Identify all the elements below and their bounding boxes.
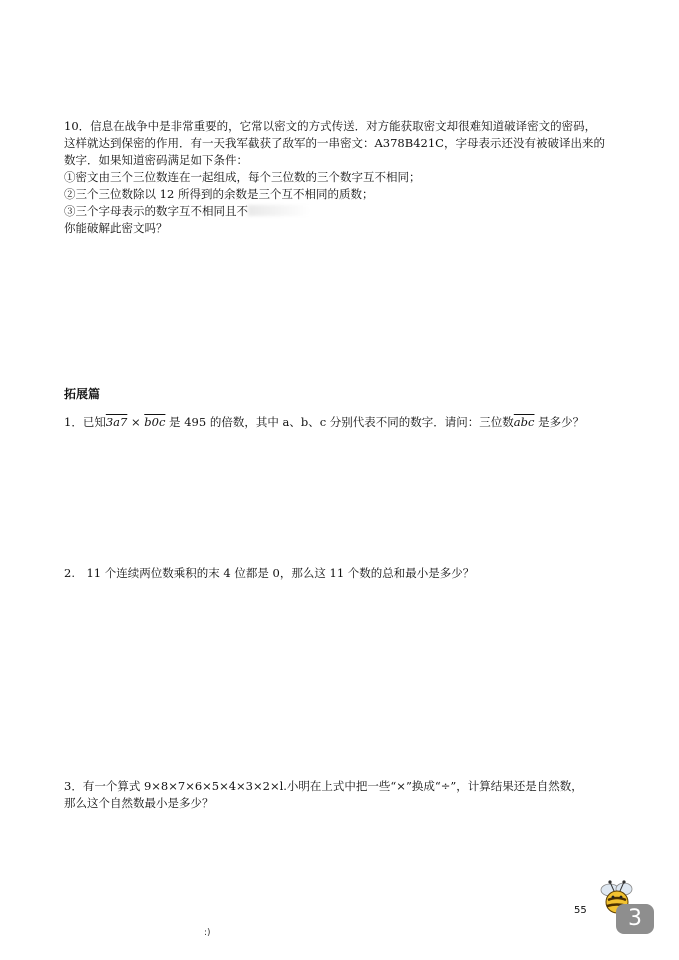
times-sign: × <box>127 415 145 429</box>
problem-10 <box>64 118 624 237</box>
problem-3-line-2: 那么这个自然数最小是多少？ <box>64 796 214 810</box>
problem-10-line-1: 10．信息在战争中是非常重要的，它常以密文的方式传送．对方能获取密文却很难知道破译密文的密码， <box>64 119 597 133</box>
condition-1: ①密文由三个三位数连在一起组成，每个三位数的三个数字互不相同； <box>64 170 421 184</box>
page-badge: 3 <box>616 904 654 934</box>
condition-2: ②三个三位数除以 12 所得到的余数是三个互不相同的质数； <box>64 187 374 201</box>
blurred-text <box>248 205 310 216</box>
problem-ext-3 <box>64 778 624 812</box>
problem-10-line-3: 数字．如果知道密码满足如下条件： <box>64 153 248 167</box>
number-b0c: b0c <box>144 415 166 429</box>
problem-ext-1 <box>64 414 624 431</box>
page-number: 55 <box>574 905 587 916</box>
number-3a7: 3a7 <box>105 415 128 429</box>
problem-ext-2: 2. 11 个连续两位数乘积的末 4 位都是 0，那么这 11 个数的总和最小是多少？ <box>64 566 475 580</box>
condition-3 <box>64 203 624 220</box>
problem-1-prefix: 1．已知 <box>64 415 106 429</box>
number-abc: $\overline{abc}$ <box>513 415 535 429</box>
section-title: 拓展篇 <box>64 387 101 401</box>
footer-mark: :) <box>204 928 211 938</box>
problem-1-suffix: 是多少？ <box>534 415 585 429</box>
problem-3-line-1: 3．有一个算式 9×8×7×6×5×4×3×2×l.小明在上式中把一些“×”换成“÷”，计算结果还是自然数， <box>64 779 583 793</box>
problem-10-line-2: 这样就达到保密的作用．有一天我军截获了敌军的一串密文：A378B421C，字母表示还没有被破译出来的 <box>64 136 605 150</box>
problem-1-middle: 是 495 的倍数，其中 a、b、c 分别代表不同的数字．请问：三位数 <box>165 415 514 429</box>
problem-10-question: 你能破解此密文吗？ <box>64 221 168 235</box>
condition-3-text: ③三个字母表示的数字互不相同且不 <box>64 204 248 218</box>
